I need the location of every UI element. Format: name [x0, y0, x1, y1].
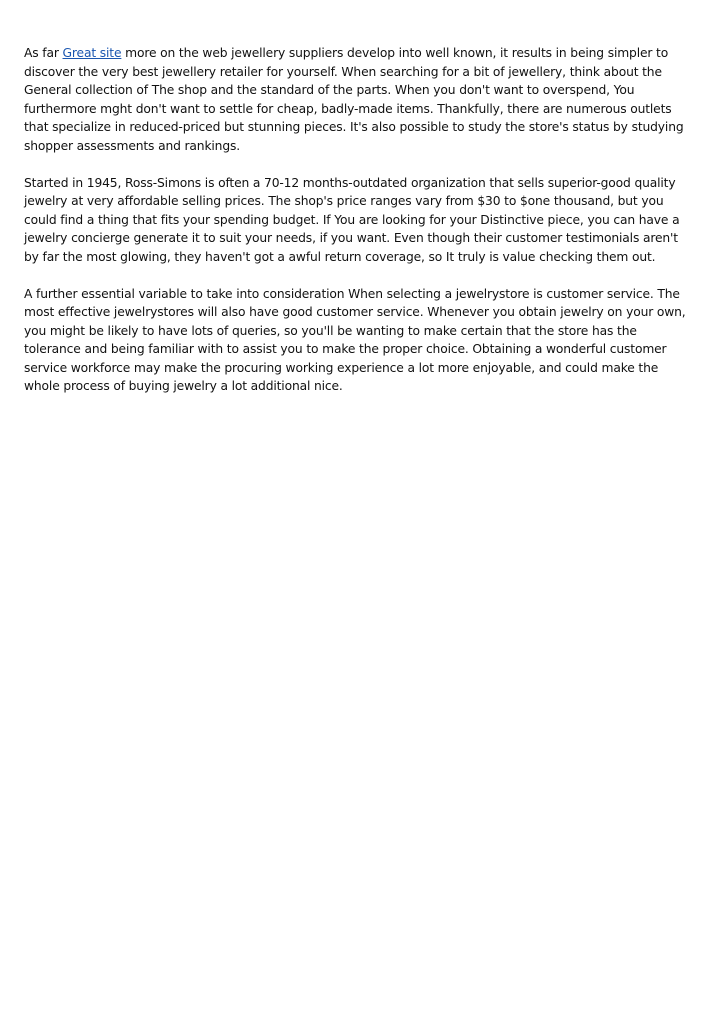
- article-body: [24, 44, 696, 414]
- paragraph-3: A further essential variable to take into consideration When selecting a jewelrystore is customer service. The most effective jewelrystores will also have good customer service. Whenever you obtain jewelry on your own, you might be likely to have lots of queries, so you'll be wanting to make certain that the store has the tolerance and being familiar with to assist you to make the proper choice. Obtaining a wonderful customer service workforce may make the procuring working experience a lot more enjoyable, and could make the whole process of buying jewelry a lot additional nice.: [24, 286, 686, 393]
- paragraph-1-rest: more on the web jewellery suppliers develop into well known, it results in being simpler to discover the very best jewellery retailer for yourself. When searching for a bit of jewellery, think about the General collection of The shop and the standard of the parts. When you don't want to overspend, You furthermore mght don't want to settle for cheap, badly-made items. Thankfully, there are numerous outlets that specialize in reduced-priced but stunning pieces. It's also possible to study the store's status by studying shopper assessments and rankings.: [24, 46, 684, 153]
- paragraph-1-lead: As far: [24, 46, 63, 60]
- paragraph-1: [24, 44, 696, 155]
- great-site-link[interactable]: Great site: [62, 46, 122, 60]
- paragraph-2: Started in 1945, Ross-Simons is often a 70-12 months-outdated organization that sells superior-good quality jewelry at very affordable selling prices. The shop's price ranges vary from $30 to $one thousand, but you could find a thing that fits your spending budget. If You are looking for your Distinctive piece, you can have a jewelry concierge generate it to suit your needs, if you want. Even though their customer testimonials aren't by far the most glowing, they haven't got a awful return coverage, so It truly is value checking them out.: [24, 175, 680, 264]
